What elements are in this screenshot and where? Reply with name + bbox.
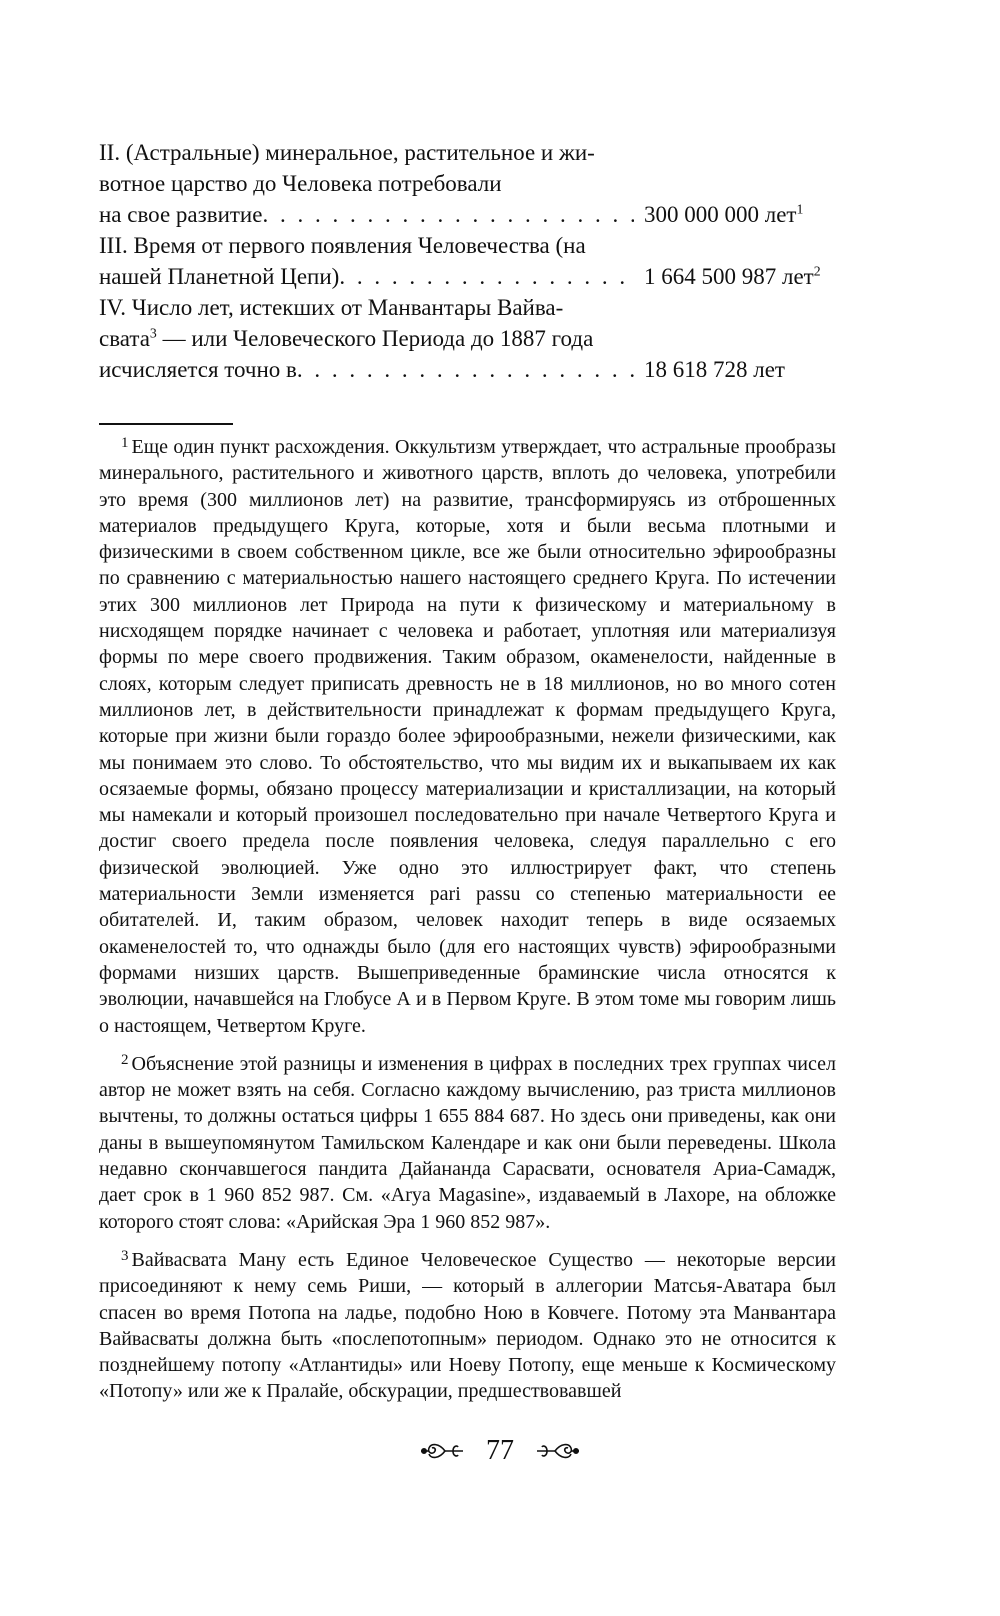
footnote-ref-2: 2 (813, 263, 821, 279)
fleuron-icon (535, 1440, 581, 1462)
page-number: 77 (486, 1434, 514, 1466)
entry-4-text-2b: — или Человеческого Периода до 1887 года (156, 326, 594, 351)
footnote-ref-1: 1 (796, 201, 804, 217)
footnote-number: 1 (121, 435, 129, 451)
page-number-block (0, 1432, 1000, 1468)
dot-leader (297, 354, 634, 385)
footnote-number: 3 (121, 1247, 129, 1264)
footnote-1 (99, 430, 836, 1039)
entry-3-value (644, 261, 821, 292)
entry-4-years: 18 618 728 лет (644, 357, 785, 382)
footnote-3 (99, 1243, 836, 1405)
footnote-text: Объяснение этой разницы и изменения в цифрах в последних трех группах чисел автор не может взять на себя. Согласно каждому вычислению, раз триста миллионов вычтены, то должны остаться цифры 1 655 884 687. Но здесь они приведены, как они даны в вышеупомянутом Тамильском Календаре и как они были переведены. Школа недавно скончавшегося пандита Дайананда Сарасвати, основателя Ариа-Самадж, дает срок в 1 960 852 987. См. «Arya Magasine», издаваемый в Лахоре, на обложке которого стоят слова: «Арийская Эра 1 960 852 987». (99, 1052, 836, 1233)
footnote-text: Вайвасвата Ману есть Единое Человеческое Существо — некоторые версии присоединяют к нему семь Риши, — который в аллегории Матсья-Аватара был спасен во время Потопа на ладье, подобно Ною в Ковчеге. Потому эта Манвантара Вайвасваты должна быть «послепотопным» периодом. Однако это не относится к позднейшему потопу «Атлантиды» или Ноеву Потопу, еще меньше к Космическому «Потопу» или же к Пралайе, обскурации, предшествовавшей (99, 1248, 836, 1403)
entry-4-text-2a: свата (99, 326, 150, 351)
entry-2-text-2: вотное царство до Человека потребовали (99, 171, 502, 196)
entry-3-value-line (99, 261, 821, 292)
entry-2-years: 300 000 000 лет (644, 202, 797, 227)
footnote-2 (99, 1047, 836, 1235)
footnote-separator (99, 423, 233, 425)
footnotes (99, 430, 836, 1413)
footnote-ref-3: 3 (149, 325, 157, 341)
dot-leader (339, 261, 634, 292)
footnote-number: 2 (121, 1051, 129, 1068)
entry-2-line-1 (99, 137, 799, 168)
dot-leader (262, 199, 634, 230)
entry-4-text-1: IV. Число лет, истекших от Манвантары Вайва- (99, 295, 564, 320)
entry-3-label: нашей Планетной Цепи) (99, 264, 340, 289)
entry-2-label: на свое развитие (99, 202, 263, 227)
entry-2-line-2 (99, 168, 799, 199)
entry-2-value (644, 199, 803, 230)
footnote-text: Еще один пункт расхождения. Оккультизм утверждает, что астральные прообразы минерального, растительного и животного царств, вплоть до человека, употребили это время (300 миллионов лет) на развитие, трансформируясь из отброшенных материалов предыдущего Круга, которые, хотя и были весьма плотными и физическими в своем собственном цикле, все же были относительно эфирообразны по сравнению с материальностью нашего настоящего среднего Круга. По истечении этих 300 миллионов лет Природа на пути к физическому и материальному в нисходящем порядке начинает с человека и работает, уплотняя или материализуя формы по мере своего продвижения. Таким образом, окаменелости, найденные в слоях, которым следует приписать древность не в 18 миллионов, но во много сотен миллионов лет, в действительности принадлежат к формам предыдущего Круга, которые при жизни были гораздо более эфирообразными, нежели физическими, как мы понимаем это слово. То обстоятельство, что мы видим их и выкапываем их как осязаемые формы, обязано процессу материализации и кристаллизации, на который мы намекали и который произошел последовательно при начале Четвертого Круга и достиг своего предела после появления человека, следуя параллельно с его физической эволюцией. Уже одно это иллюстрирует факт, что степень материальности Земли изменяется pari passu со степенью материальности ее обитателей. И, таким образом, человек находит теперь в виде осязаемых окаменелостей то, что однажды было (для его настоящих чувств) эфирообразными формами низших царств. Вышеприведенные браминские числа относятся к эволюции, начавшейся на Глобусе А и в Первом Круге. В этом томе мы говорим лишь о настоящем, Четвертом Круге. (99, 436, 836, 1037)
entry-4-line-1 (99, 292, 799, 323)
entry-2-text-1: II. (Астральные) минеральное, растительное и жи- (99, 140, 595, 165)
chronology-table (99, 137, 821, 385)
fleuron-icon (419, 1440, 465, 1462)
entry-3-line-1 (99, 230, 799, 261)
entry-4-value (644, 354, 785, 385)
entry-4-value-line (99, 354, 785, 385)
entry-4-label: исчисляется точно в (99, 357, 297, 382)
entry-3-text-1: III. Время от первого появления Человечества (на (99, 233, 586, 258)
entry-3-years: 1 664 500 987 лет (644, 264, 814, 289)
entry-4-line-2 (99, 323, 799, 354)
entry-2-value-line (99, 199, 804, 230)
